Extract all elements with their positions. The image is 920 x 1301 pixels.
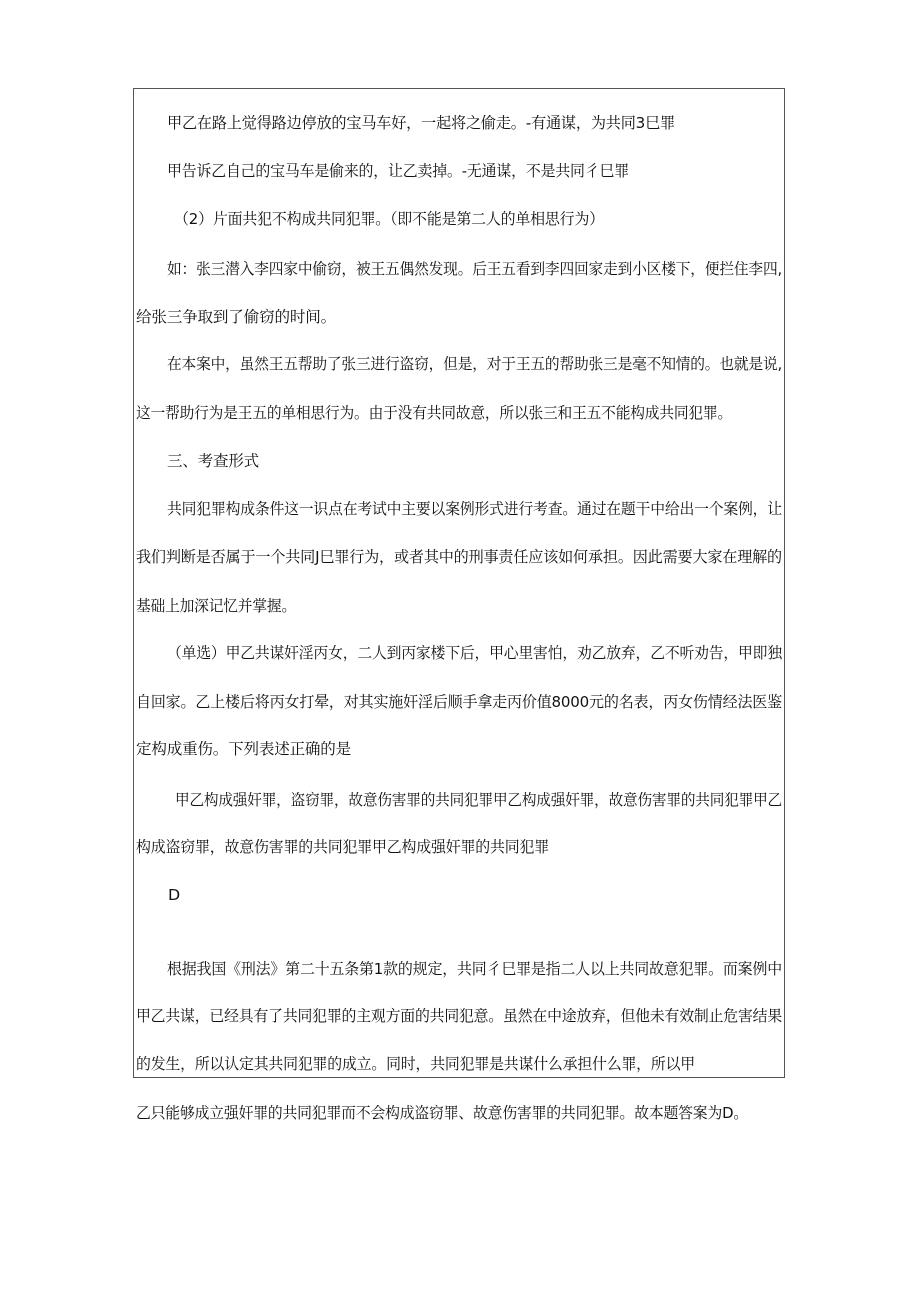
text-line: （2）片面共犯不构成共同犯罪。（即不能是第二人的单相思行为） xyxy=(174,210,604,228)
explanation-line: 的发生，所以认定其共同犯罪的成立。同时，共同犯罪是共谋什么承担什么罪，所以甲 xyxy=(136,1055,696,1073)
question-line: 自回家。乙上楼后将丙女打晕，对其实施奸淫后顺手拿走丙价值8000元的名表，丙女伤情经法医鉴 xyxy=(136,693,782,711)
option-line: 构成盗窃罪，故意伤害罪的共同犯罪甲乙构成强奸罪的共同犯罪 xyxy=(136,838,549,856)
text-line: 甲告诉乙自己的宝马车是偷来的，让乙卖掉。-无通谋，不是共同彳巳罪 xyxy=(167,162,630,180)
text-line: 如：张三潜入李四家中偷窃，被王五偶然发现。后王五看到李四回家走到小区楼下，便拦住李四, xyxy=(167,260,782,278)
explanation-line: 甲乙共谋，已经具有了共同犯罪的主观方面的共同犯意。虽然在中途放弃，但他未有效制止危害结果 xyxy=(136,1007,783,1025)
option-line: 甲乙构成强奸罪，盗窃罪，故意伤害罪的共同犯罪甲乙构成强奸罪，故意伤害罪的共同犯罪甲乙 xyxy=(175,791,783,809)
text-line: 共同犯罪构成条件这一识点在考试中主要以案例形式进行考查。通过在题干中给出一个案例，让 xyxy=(167,500,782,518)
text-line: 甲乙在路上觉得路边停放的宝马车好，一起将之偷走。-有通谋，为共同3巳罪 xyxy=(167,114,676,132)
question-line: （单选）甲乙共谋奸淫丙女，二人到丙家楼下后，甲心里害怕，劝乙放弃，乙不听劝告，甲即独 xyxy=(167,644,782,662)
question-line: 定构成重伤。下列表述正确的是 xyxy=(136,740,351,758)
text-line: 这一帮助行为是王五的单相思行为。由于没有共同故意，所以张三和王五不能构成共同犯罪。 xyxy=(136,404,733,422)
explanation-line: 根据我国《刑法》第二十五条第1款的规定，共同彳巳罪是指二人以上共同故意犯罪。而案例中 xyxy=(167,960,782,978)
answer-label: D xyxy=(168,886,181,904)
explanation-line: 乙只能够成立强奸罪的共同犯罪而不会构成盗窃罪、故意伤害罪的共同犯罪。故本题答案为D。 xyxy=(136,1104,749,1122)
text-line: 在本案中，虽然王五帮助了张三进行盗窃，但是，对于王五的帮助张三是毫不知情的。也就是说, xyxy=(167,355,782,373)
section-heading: 三、考查形式 xyxy=(167,452,259,470)
text-line: 我们判断是否属于一个共同J巳罪行为，或者其中的刑事责任应该如何承担。因此需要大家在理解的 xyxy=(136,548,782,566)
content-frame xyxy=(133,88,785,1078)
text-line: 基础上加深记忆并掌握。 xyxy=(136,597,296,615)
text-line: 给张三争取到了偷窃的时间。 xyxy=(136,308,337,326)
